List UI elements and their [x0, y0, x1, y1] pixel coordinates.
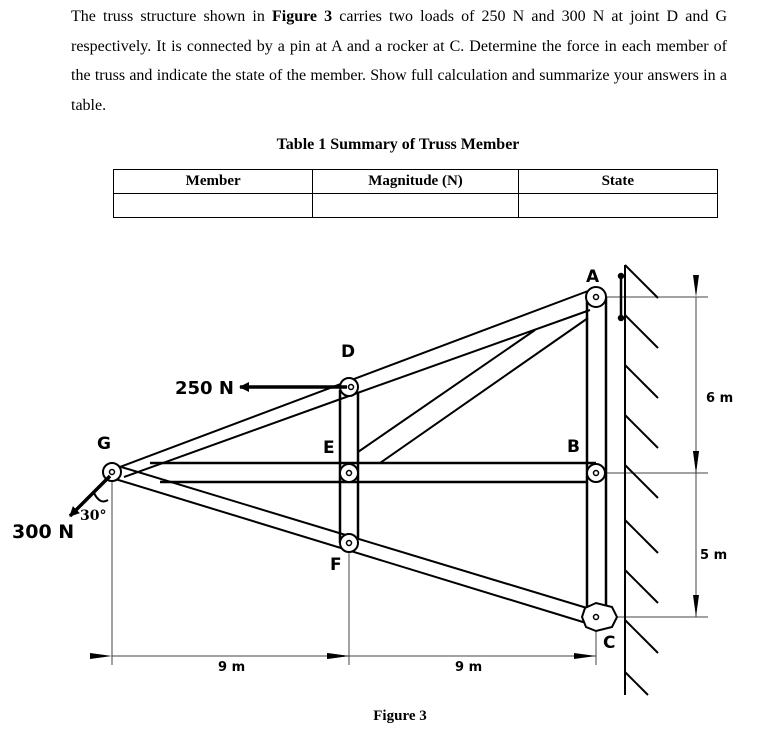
joint-label-f: F	[330, 555, 342, 575]
load-label-g: 300 N	[12, 521, 75, 543]
joint-label-e: E	[323, 438, 335, 458]
problem-text-part-2: carries two loads of 250 N and 300 N at joint D and G respectively. It is connected by a pin at A and a rocker at C. Determine the force in each member of the truss and indicate the state of the member. Show full calculation and summarize your answers in a table.	[71, 8, 728, 114]
header-member: Member	[114, 170, 313, 194]
figure-reference: Figure 3	[271, 8, 333, 25]
joint-label-g: G	[97, 434, 111, 454]
joint-label-d: D	[341, 342, 356, 362]
figure-caption: Figure 3	[373, 708, 427, 724]
dim-label-bottom: 5 m	[700, 548, 728, 563]
joints	[103, 287, 617, 631]
angle-arc-icon	[94, 493, 108, 501]
header-state: State	[518, 170, 717, 194]
header-magnitude: Magnitude (N)	[313, 170, 518, 194]
joint-label-a: A	[586, 267, 600, 287]
dim-label-right: 9 m	[455, 660, 483, 675]
joint-label-b: B	[567, 437, 580, 457]
wall-support	[625, 265, 658, 695]
load-angle-g: 30°	[80, 508, 107, 524]
truss-members	[112, 288, 606, 626]
table-caption: Table 1 Summary of Truss Member	[276, 136, 520, 153]
joint-label-c: C	[603, 633, 616, 653]
dimension-lines	[112, 297, 696, 656]
dim-label-top: 6 m	[706, 391, 734, 406]
dim-label-left: 9 m	[218, 660, 246, 675]
load-label-d: 250 N	[175, 378, 234, 399]
problem-text-part-1: The truss structure shown in	[71, 8, 272, 25]
